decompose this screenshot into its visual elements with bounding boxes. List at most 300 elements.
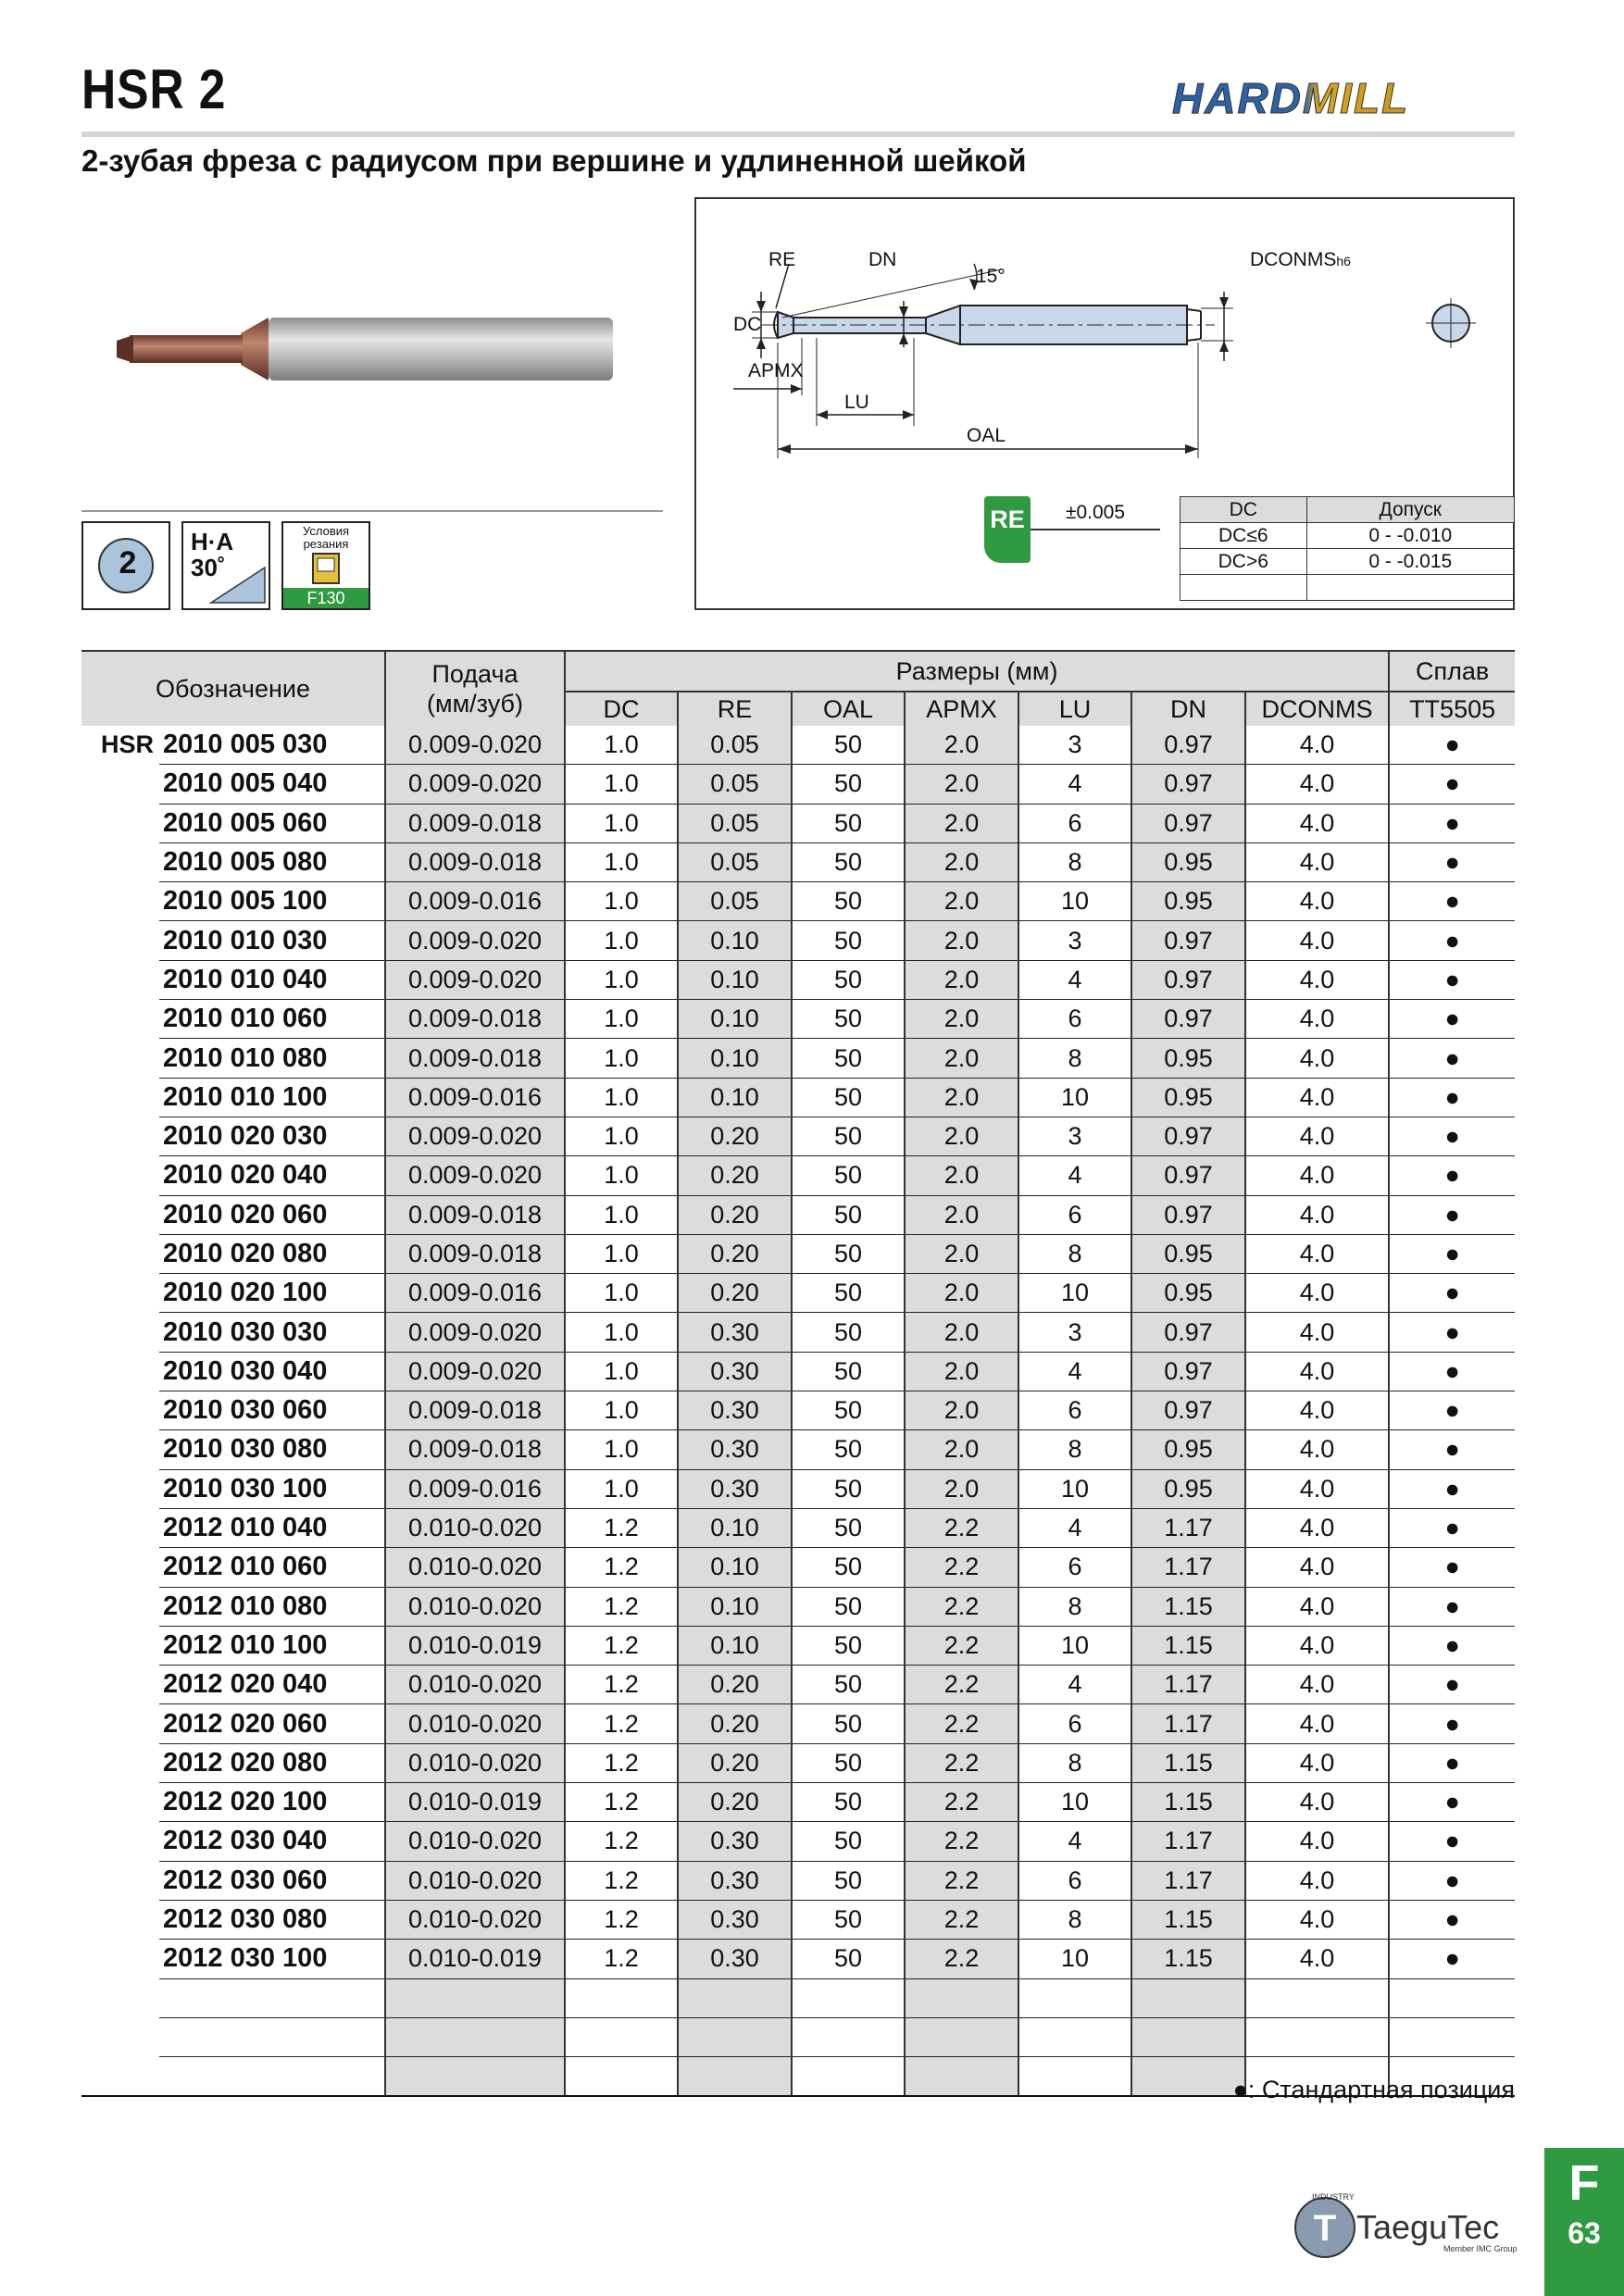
table-cell: 2.2: [905, 1743, 1018, 1782]
table-cell: 0.009-0.018: [385, 1195, 565, 1234]
designation-prefix: [81, 960, 159, 999]
table-cell: 0.009-0.018: [385, 1039, 565, 1078]
designation-prefix: [81, 882, 159, 921]
table-cell: 1.2: [565, 1861, 678, 1900]
table-cell: 0.10: [678, 1626, 792, 1665]
table-cell: 2.0: [905, 1430, 1018, 1469]
product-table: [81, 650, 1515, 2097]
table-cell: 0.20: [678, 1274, 792, 1313]
table-cell: 1.0: [565, 1430, 678, 1469]
table-cell: [1131, 2017, 1245, 2056]
designation-code: [159, 2017, 385, 2056]
table-cell: 50: [792, 1274, 905, 1313]
table-row: [81, 1274, 1515, 1313]
cutting-conditions-icon[interactable]: [281, 521, 370, 610]
table-cell: ●: [1389, 1587, 1515, 1626]
table-cell: 0.10: [678, 1000, 792, 1039]
table-cell: 2.0: [905, 882, 1018, 921]
table-cell: ●: [1389, 1900, 1515, 1939]
table-cell: ●: [1389, 1078, 1515, 1117]
designation-code: 2012 010 040: [159, 1508, 385, 1547]
table-cell: 6: [1018, 1861, 1131, 1900]
table-cell: 2.2: [905, 1587, 1018, 1626]
table-cell: ●: [1389, 921, 1515, 960]
table-cell: 4.0: [1245, 765, 1389, 804]
hardmill-logo: [1165, 69, 1517, 124]
table-cell: 0.05: [678, 842, 792, 881]
table-cell: 50: [792, 1822, 905, 1861]
designation-code: 2010 030 040: [159, 1352, 385, 1391]
table-cell: 2.2: [905, 1548, 1018, 1587]
table-cell: 10: [1018, 1469, 1131, 1508]
table-cell: 50: [792, 1000, 905, 1039]
table-cell: 2.0: [905, 1039, 1018, 1078]
table-cell: 6: [1018, 1195, 1131, 1234]
table-cell: 4: [1018, 1508, 1131, 1547]
table-cell: 2.2: [905, 1900, 1018, 1939]
designation-prefix: [81, 1900, 159, 1939]
table-cell: 8: [1018, 842, 1131, 881]
table-cell: 4.0: [1245, 882, 1389, 921]
table-cell: 8: [1018, 1743, 1131, 1782]
designation-code: 2010 030 100: [159, 1469, 385, 1508]
table-cell: 0.009-0.020: [385, 1117, 565, 1155]
table-cell: 3: [1018, 1117, 1131, 1155]
table-cell: 50: [792, 1078, 905, 1117]
designation-prefix: [81, 2017, 159, 2056]
table-cell: 1.17: [1131, 1704, 1245, 1743]
table-cell: 0.97: [1131, 726, 1245, 765]
table-row: [81, 1666, 1515, 1704]
designation-code: 2010 030 080: [159, 1430, 385, 1469]
table-cell: 4: [1018, 765, 1131, 804]
table-cell: ●: [1389, 1469, 1515, 1508]
flute-count-icon: [81, 521, 170, 610]
tol-header-tolerance: Допуск: [1306, 497, 1514, 523]
table-cell: ●: [1389, 1391, 1515, 1430]
table-cell: [1018, 1978, 1131, 2017]
table-cell: 6: [1018, 1704, 1131, 1743]
designation-code: [159, 1978, 385, 2017]
table-cell: 1.0: [565, 1156, 678, 1195]
header-col-apmx: APMX: [905, 692, 1018, 726]
table-cell: 6: [1018, 1000, 1131, 1039]
table-cell: 0.20: [678, 1704, 792, 1743]
table-cell: 50: [792, 1391, 905, 1430]
table-cell: 0.010-0.019: [385, 1783, 565, 1822]
designation-code: 2012 010 060: [159, 1548, 385, 1587]
designation-prefix: HSR: [100, 730, 154, 759]
table-cell: 0.95: [1131, 882, 1245, 921]
table-cell: 6: [1018, 804, 1131, 842]
designation-prefix: [81, 1978, 159, 2017]
tool-photo: [111, 296, 630, 398]
table-cell: 4.0: [1245, 1508, 1389, 1547]
table-row: [81, 1940, 1515, 1978]
designation-code: 2010 010 080: [159, 1039, 385, 1078]
table-cell: 0.97: [1131, 765, 1245, 804]
table-row: [81, 1861, 1515, 1900]
table-cell: 2.0: [905, 765, 1018, 804]
table-cell: ●: [1389, 804, 1515, 842]
table-cell: 0.30: [678, 1313, 792, 1352]
table-cell: [1245, 1978, 1389, 2017]
designation-prefix: [81, 1039, 159, 1078]
table-cell: 50: [792, 1469, 905, 1508]
table-cell: 1.0: [565, 1078, 678, 1117]
designation-prefix: [81, 1666, 159, 1704]
table-cell: 2.0: [905, 1313, 1018, 1352]
table-cell: [678, 2057, 792, 2097]
header-col-lu: LU: [1018, 692, 1131, 726]
table-cell: 50: [792, 1743, 905, 1782]
table-cell: [565, 2057, 678, 2097]
table-cell: ●: [1389, 842, 1515, 881]
table-cell: 50: [792, 1548, 905, 1587]
table-row: [81, 960, 1515, 999]
table-cell: 0.009-0.018: [385, 842, 565, 881]
table-cell: 0.95: [1131, 1234, 1245, 1273]
table-cell: 4.0: [1245, 1430, 1389, 1469]
table-cell: 2.0: [905, 1117, 1018, 1155]
table-cell: 50: [792, 882, 905, 921]
designation-prefix: [81, 921, 159, 960]
table-row: [81, 1508, 1515, 1547]
table-cell: 4.0: [1245, 1822, 1389, 1861]
table-row: [81, 1234, 1515, 1273]
table-row: [81, 842, 1515, 881]
table-cell: 0.97: [1131, 921, 1245, 960]
table-cell: 4.0: [1245, 1940, 1389, 1978]
designation-code: 2010 020 030: [159, 1117, 385, 1155]
table-cell: 50: [792, 1195, 905, 1234]
table-cell: ●: [1389, 960, 1515, 999]
table-cell: 1.0: [565, 1469, 678, 1508]
table-cell: 4.0: [1245, 1783, 1389, 1822]
helix-wedge-icon: [183, 523, 269, 608]
label-dc: DC: [733, 314, 762, 335]
table-cell: 50: [792, 1430, 905, 1469]
table-cell: 50: [792, 921, 905, 960]
table-row: [81, 1900, 1515, 1939]
table-cell: 0.009-0.016: [385, 1078, 565, 1117]
table-cell: 50: [792, 1666, 905, 1704]
tol-cell: DC>6: [1181, 549, 1307, 575]
table-row: [81, 804, 1515, 842]
table-cell: ●: [1389, 1313, 1515, 1352]
table-cell: 1.0: [565, 882, 678, 921]
table-cell: [678, 1978, 792, 2017]
table-cell: 4.0: [1245, 1195, 1389, 1234]
table-cell: 0.10: [678, 921, 792, 960]
table-cell: 0.20: [678, 1117, 792, 1155]
table-cell: 2.0: [905, 1274, 1018, 1313]
table-cell: 50: [792, 726, 905, 765]
table-cell: ●: [1389, 1508, 1515, 1547]
label-lu: LU: [844, 392, 869, 413]
label-dconms: DCONMSh6: [1250, 249, 1351, 270]
table-row: [81, 1626, 1515, 1665]
table-cell: 0.010-0.020: [385, 1666, 565, 1704]
table-cell: [1018, 2057, 1131, 2097]
table-cell: 2.0: [905, 1195, 1018, 1234]
page-title: HSR 2: [81, 58, 227, 120]
table-row: [81, 921, 1515, 960]
table-row: [81, 1313, 1515, 1352]
table-cell: 1.2: [565, 1783, 678, 1822]
table-cell: 0.009-0.018: [385, 1000, 565, 1039]
table-cell: 1.2: [565, 1626, 678, 1665]
table-cell: 1.17: [1131, 1666, 1245, 1704]
table-cell: 4.0: [1245, 921, 1389, 960]
table-cell: ●: [1389, 1195, 1515, 1234]
page-number: 63: [1568, 2216, 1601, 2250]
table-cell: 1.15: [1131, 1783, 1245, 1822]
table-cell: 3: [1018, 921, 1131, 960]
table-cell: 10: [1018, 882, 1131, 921]
table-cell: 2.2: [905, 1822, 1018, 1861]
table-cell: [385, 2057, 565, 2097]
table-cell: 10: [1018, 1783, 1131, 1822]
table-cell: 0.010-0.020: [385, 1548, 565, 1587]
table-cell: 0.10: [678, 960, 792, 999]
table-cell: 0.30: [678, 1940, 792, 1978]
dc-tolerance-table: [1180, 496, 1515, 601]
designation-prefix: [81, 1274, 159, 1313]
tol-cell: [1181, 575, 1307, 601]
table-cell: 50: [792, 765, 905, 804]
table-cell: 0.009-0.020: [385, 1156, 565, 1195]
table-cell: 4.0: [1245, 1548, 1389, 1587]
designation-prefix: [81, 1822, 159, 1861]
table-cell: 0.05: [678, 882, 792, 921]
table-cell: 0.95: [1131, 842, 1245, 881]
table-row: [81, 1195, 1515, 1234]
table-cell: 4.0: [1245, 1117, 1389, 1155]
table-cell: 0.30: [678, 1430, 792, 1469]
table-cell: ●: [1389, 1704, 1515, 1743]
table-cell: 4: [1018, 960, 1131, 999]
table-cell: 0.010-0.020: [385, 1704, 565, 1743]
table-cell: 10: [1018, 1626, 1131, 1665]
table-cell: 50: [792, 1861, 905, 1900]
brand-name: TaeguTec: [1356, 2208, 1500, 2246]
table-cell: 2.0: [905, 1352, 1018, 1391]
table-cell: 50: [792, 1783, 905, 1822]
table-cell: 50: [792, 1313, 905, 1352]
table-cell: 1.17: [1131, 1861, 1245, 1900]
table-cell: 0.97: [1131, 1156, 1245, 1195]
table-cell: 0.05: [678, 726, 792, 765]
table-cell: 0.95: [1131, 1430, 1245, 1469]
table-cell: 50: [792, 1587, 905, 1626]
table-cell: 0.009-0.020: [385, 726, 565, 765]
table-row: [81, 1548, 1515, 1587]
table-cell: 1.0: [565, 726, 678, 765]
designation-prefix: [81, 804, 159, 842]
table-cell: 1.0: [565, 1117, 678, 1155]
table-cell: 2.0: [905, 1078, 1018, 1117]
designation-prefix: [81, 1861, 159, 1900]
table-cell: 0.05: [678, 765, 792, 804]
table-cell: 0.009-0.018: [385, 1391, 565, 1430]
table-cell: 0.009-0.020: [385, 1352, 565, 1391]
table-cell: 1.2: [565, 1548, 678, 1587]
table-row: [81, 1783, 1515, 1822]
table-cell: 1.0: [565, 1000, 678, 1039]
re-tolerance-badge: RE: [984, 496, 1031, 563]
tol-cell: DC≤6: [1181, 523, 1307, 549]
designation-prefix: [81, 1313, 159, 1352]
designation-code: 2012 030 040: [159, 1822, 385, 1861]
table-cell: 1.2: [565, 1940, 678, 1978]
tol-cell: 0 - -0.010: [1306, 523, 1514, 549]
header-designation: Обозначение: [81, 651, 385, 726]
table-cell: 2.0: [905, 1234, 1018, 1273]
table-row: [81, 2017, 1515, 2056]
table-cell: 0.20: [678, 1195, 792, 1234]
table-cell: 1.2: [565, 1587, 678, 1626]
table-cell: 4.0: [1245, 1900, 1389, 1939]
table-cell: ●: [1389, 1666, 1515, 1704]
table-cell: 0.10: [678, 1039, 792, 1078]
table-cell: 0.30: [678, 1822, 792, 1861]
designation-prefix: [81, 1548, 159, 1587]
tol-cell: 0 - -0.015: [1306, 549, 1514, 575]
photo-divider: [81, 510, 663, 512]
table-cell: 0.009-0.016: [385, 1469, 565, 1508]
flute-count: 2: [119, 545, 137, 580]
table-cell: 50: [792, 1704, 905, 1743]
designation-code: 2010 010 060: [159, 1000, 385, 1039]
designation-code: 2012 020 040: [159, 1666, 385, 1704]
table-cell: 10: [1018, 1078, 1131, 1117]
table-cell: 4: [1018, 1352, 1131, 1391]
designation-code: 2010 020 080: [159, 1234, 385, 1273]
table-cell: 0.009-0.016: [385, 882, 565, 921]
table-row: [81, 1117, 1515, 1155]
table-cell: 0.20: [678, 1783, 792, 1822]
table-cell: 4.0: [1245, 1313, 1389, 1352]
designation-code: 2010 010 030: [159, 921, 385, 960]
table-cell: 0.30: [678, 1900, 792, 1939]
table-cell: ●: [1389, 1743, 1515, 1782]
header-alloy: Сплав: [1389, 651, 1515, 692]
header-col-dn: DN: [1131, 692, 1245, 726]
designation-prefix: [81, 1430, 159, 1469]
table-cell: 2.0: [905, 1391, 1018, 1430]
header-col-dconms: DCONMS: [1245, 692, 1389, 726]
table-cell: 0.009-0.020: [385, 921, 565, 960]
header-feed: Подача (мм/зуб): [385, 651, 565, 726]
table-cell: 4.0: [1245, 804, 1389, 842]
header-col-dc: DC: [565, 692, 678, 726]
table-cell: 0.009-0.020: [385, 765, 565, 804]
table-cell: 1.0: [565, 804, 678, 842]
table-cell: 4.0: [1245, 1000, 1389, 1039]
brand-mark-icon: T: [1313, 2208, 1337, 2249]
designation-code: [159, 2057, 385, 2097]
table-cell: 1.17: [1131, 1508, 1245, 1547]
re-tolerance-value: ±0.005: [1031, 497, 1160, 530]
table-cell: 4.0: [1245, 1861, 1389, 1900]
table-cell: 1.15: [1131, 1587, 1245, 1626]
designation-code: 2010 005 100: [159, 882, 385, 921]
table-cell: ●: [1389, 1039, 1515, 1078]
designation-code: 2010 005 060: [159, 804, 385, 842]
designation-prefix: [81, 765, 159, 804]
table-cell: 0.009-0.018: [385, 1234, 565, 1273]
table-cell: 1.0: [565, 1039, 678, 1078]
table-cell: 8: [1018, 1039, 1131, 1078]
table-cell: ●: [1389, 1000, 1515, 1039]
table-cell: 50: [792, 1900, 905, 1939]
table-cell: 4.0: [1245, 1078, 1389, 1117]
table-cell: ●: [1389, 1783, 1515, 1822]
designation-code: 2010 020 040: [159, 1156, 385, 1195]
designation-prefix: [81, 1940, 159, 1978]
table-cell: 6: [1018, 1548, 1131, 1587]
table-cell: 0.009-0.020: [385, 960, 565, 999]
conditions-reference: F130: [283, 588, 369, 608]
table-cell: 50: [792, 1508, 905, 1547]
table-cell: 2.0: [905, 1469, 1018, 1508]
table-cell: 8: [1018, 1234, 1131, 1273]
table-cell: 0.10: [678, 1548, 792, 1587]
table-cell: 1.17: [1131, 1548, 1245, 1587]
table-cell: ●: [1389, 726, 1515, 765]
logo-text: HARDMILL: [1172, 74, 1410, 122]
table-cell: 2.0: [905, 726, 1018, 765]
designation-prefix: [81, 1156, 159, 1195]
helix-angle: 30˚: [191, 554, 226, 581]
table-cell: 2.2: [905, 1940, 1018, 1978]
header-dimensions: Размеры (мм): [565, 651, 1389, 692]
table-cell: 1.0: [565, 1391, 678, 1430]
designation-code: 2010 020 060: [159, 1195, 385, 1234]
table-row: [81, 1587, 1515, 1626]
designation-prefix: [81, 1743, 159, 1782]
table-cell: 4.0: [1245, 1469, 1389, 1508]
book-icon: [309, 551, 344, 586]
table-cell: ●: [1389, 1940, 1515, 1978]
table-cell: 0.010-0.020: [385, 1900, 565, 1939]
designation-code: 2012 020 100: [159, 1783, 385, 1822]
table-cell: 2.0: [905, 1000, 1018, 1039]
table-cell: 0.010-0.020: [385, 1822, 565, 1861]
table-cell: 4.0: [1245, 1352, 1389, 1391]
table-cell: [905, 1978, 1018, 2017]
table-cell: 6: [1018, 1391, 1131, 1430]
table-cell: [385, 2017, 565, 2056]
designation-prefix: [81, 842, 159, 881]
table-cell: 0.97: [1131, 1352, 1245, 1391]
table-cell: 3: [1018, 1313, 1131, 1352]
designation-code: 2010 005 040: [159, 765, 385, 804]
table-row: [81, 1978, 1515, 2017]
table-cell: 4.0: [1245, 1274, 1389, 1313]
table-cell: 0.30: [678, 1861, 792, 1900]
table-cell: 4: [1018, 1666, 1131, 1704]
table-cell: [1245, 2017, 1389, 2056]
designation-prefix: [81, 1195, 159, 1234]
designation-code: 2012 030 080: [159, 1900, 385, 1939]
brand-arc: INDUSTRY: [1312, 2192, 1355, 2202]
table-cell: [792, 2017, 905, 2056]
table-cell: 1.0: [565, 1274, 678, 1313]
designation-code: 2012 030 060: [159, 1861, 385, 1900]
table-cell: 8: [1018, 1430, 1131, 1469]
